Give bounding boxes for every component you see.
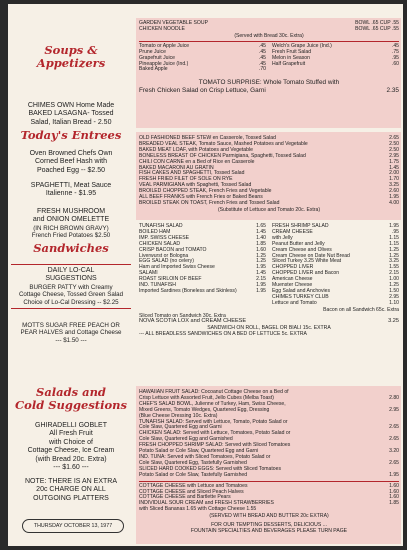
corned-beef-block: Oven Browned Chefs Own Corned Beef Hash with Poached Egg -- $2.50 (29, 150, 113, 174)
outgoing-note: NOTE: THERE IS AN EXTRA 20c CHARGE ON ALL OUTGOING PLATTERS (24, 478, 118, 502)
entrees-heading: Today's Entrees (20, 128, 122, 142)
list-item: CHILI CON CARNE en a Bed of Rice en Casserole 1.75 (139, 158, 399, 165)
list-item: IND. TUNA: Served with Sliced Tomatoes, Potato Salad or (139, 453, 271, 460)
list-item: American Cheese 1.00 (272, 276, 399, 283)
list-item: CREAM CHEESE .95 (272, 228, 399, 235)
list-item: CHOPPED LIVER and Bacon 2.15 (272, 270, 399, 277)
spaghetti-block: SPAGHETTI, Meat Sauce Italienne - $1.95 (30, 182, 112, 198)
list-item: Pineapple Juice (Ind.) .45 (139, 60, 266, 67)
list-item: Grapefruit Juice .45 (139, 54, 266, 61)
divider (139, 481, 399, 482)
list-item: Half Grapefruit .60 (272, 60, 399, 67)
list-item: BREADED VEAL STEAK, Tomato Sauce, Mashed Potatoes and Vegetable 2.50 (139, 140, 399, 147)
list-item: EGG SALAD (no celery) 1.25 (139, 258, 266, 265)
list-item: Sliced Turkey 3.25 White Meat 3.25 (272, 258, 399, 265)
list-item: ALL BEEF FRANKS with French Fries or Baked Beans 1.95 (139, 194, 399, 201)
list-item: BAKED MACARONI AU GRATIN 1.45 (139, 164, 399, 171)
list-item: CHICKEN SALAD: Served with Lettuce, Tomatoes, Potato Salad or (139, 430, 291, 437)
locale-block: DAILY LO-CAL SUGGESTIONS BURGER PATTY with Creamy Cottage Cheese, Tossed Green Salad Choice of Lo-Cal Dressing -- $2.25 (11, 262, 131, 311)
list-item: with Jelly 1.15 (272, 234, 399, 241)
list-item: TUNAFISH SALAD: Served with Lettuce, Tomato, Potato Salad or (139, 418, 288, 425)
list-item: Baked Apple .70 (139, 66, 266, 73)
sandwiches-heading: Sandwiches (33, 241, 109, 255)
list-item: Liverwurst or Bologna 1.25 (139, 252, 266, 259)
list-item: IMP. SWISS CHEESE 1.40 (139, 234, 266, 241)
salads-section: HAWAIIAN FRUIT SALAD: Cocoanut Cottage Cheese on a Bed of Crisp Lettuce with Assorted Fruit, Jello Cubes (Melba Toast) 2.80 CHEF'S SALAD BOWL, Julienne of Turkey, Ham, Swiss Cheese, Mixed Greens, Tomato Wedges, Quartered Egg, Dressing 2.95 (Blue Cheese Dressing 10c. Extra) TUNAFISH SALAD: Served with Lettuce, Tomato, Potato Salad or Cole Slaw, Quartered Egg and Garni 2.65 CHICKEN SALAD: Served with Lettuce, Tomatoes, Potato Salad or Cole Slaw, Quartered Egg and Garnished 2.65 FRESH CHOPPED SHRIMP SALAD: Served with Sliced Tomatoes Potato Salad or Cole Slaw, Quartered Egg and Garni 3.20 IND. TUNA: Served with Sliced Tomatoes, Potato Salad or Cole Slaw, Quartered Egg, Tastefully Garnished 2.65 SLICED HARD COOKED EGGS: Served with Sliced Tomatoes Potato Salad or Cole Slaw, Tastefully Garnished 1.95 COTTAGE CHEESE with Lettuce and Tomatoes 1.60 COTTAGE CHEESE and Sliced Peach Halves 1.60 COTTAGE CHEESE and Bartlette Pears 1.60 INDIVIDUAL SOUR CREAM and FRESH STRAWBERRIES 1.85 with Sliced Bananas 1.65 with Cottage Cheese 1.55 (SERVED WITH BREAD AND BUTTER 20c EXTRA) FOR OUR TEMPTING DESSERTS, DELICIOUS ... FOUNTAIN SPECIALTIES AND BEVERAGES PLEASE TURN PAGE (139, 389, 399, 535)
list-item: FISH CAKES AND SPAGHETTI, Tossed Salad 2.00 (139, 170, 399, 177)
list-item: Cole Slaw, Quartered Egg and Garni 2.65 (139, 424, 399, 431)
list-item: CHOPPED LIVER 1.55 (272, 264, 399, 271)
list-item: INDIVIDUAL SOUR CREAM and FRESH STRAWBERRIES 1.85 (139, 500, 399, 507)
list-item: Ham and Imported Swiss Cheese 1.95 (139, 264, 266, 271)
list-item: COTTAGE CHEESE and Bartlette Pears 1.60 (139, 494, 399, 501)
list-item: HAWAIIAN FRUIT SALAD: Cocoanut Cottage Cheese on a Bed of (139, 389, 289, 395)
list-item: NOVA SCOTIA LOX and CREAM CHEESE 3.25 (139, 317, 399, 324)
list-item: SLICED HARD COOKED EGGS: Served with Sliced Tomatoes (139, 465, 282, 472)
list-item: GARDEN VEGETABLE SOUP BOWL .65 CUP .55 (139, 20, 399, 26)
list-item: Imported Sardines (Boneless and Skinless) 1.95 (139, 287, 266, 294)
divider (11, 264, 131, 265)
list-item: FRESH FRIED FILET OF SOLE ON RYE 1.70 (139, 176, 399, 183)
list-item: CHIMES TURKEY CLUB 2.95 (272, 293, 399, 300)
list-item: IND. TUNAFISH 1.95 (139, 282, 266, 289)
list-item: FRESH CHOPPED SHRIMP SALAD: Served with Sliced Tomatoes (139, 442, 291, 449)
goblet-block: GHIRADELLI GOBLET All Fresh Fruit with Choice of Cottage Cheese, Ice Cream (with Bread 20c. Extra) --- $1.60 --- (27, 422, 115, 472)
left-column (8, 4, 133, 546)
lasagna-block: CHIMES OWN Home Made BAKED LASAGNA- Tossed Salad, Italian Bread - 2.50 (27, 102, 115, 126)
list-item: Potato Salad or Cole Slaw, Quartered Egg and Garni 3.20 (139, 448, 399, 455)
list-item: Melon in Season .95 (272, 54, 399, 61)
list-item: Cream Cheese and Olives 1.25 (272, 246, 399, 253)
list-item: (Blue Cheese Dressing 10c. Extra) (139, 412, 218, 419)
divider (11, 308, 131, 309)
menu-page (8, 4, 403, 546)
list-item: Egg Salad and Anchovies 1.50 (272, 287, 399, 294)
list-item: BROILED CHOPPED STEAK, French Fries and Vegetable 2.60 (139, 188, 399, 195)
juices-list (139, 44, 399, 74)
sandwiches-section: TUNAFISH SALAD 1.65 BOILED HAM 1.45 IMP. SWISS CHEESE 1.40 CHICKEN SALAD 1.85 CRISP BACON and TOMATO 1.60 Liverwurst or Bologna 1.25 EGG SALAD (no celery) 1.25 Ham and Imported Swiss Cheese 1.95 SALAMI 1.45 ROAST SIRLOIN OF BEEF 2.15 IND. TUNAFISH 1.95 Imported Sardines (Boneless and Skinless) 1.95 FRESH SHRIMP SALAD 1.95 CREAM CHEESE .95 with Jelly 1.15 Peanut Butter and Jelly 1.15 Cream Cheese and Olives 1.25 Cream Cheese on Date Nut Bread 1.25 Sliced Turkey 3.25 White Meat 3.25 CHOPPED LIVER 1.55 CHOPPED LIVER and Bacon 2.15 American Cheese 1.00 Muenster Cheese 1.25 Egg Salad and Anchovies 1.50 CHIMES TURKEY CLUB 2.95 Lettuce and Tomato 1.10 Bacon on all Sandwich 65c. Extra Sliced Tomato on Sandwich 30c. Extra NOVA SCOTIA LOX and CREAM CHEESE 3.25 SANDWICH ON ROLL, BAGEL OR BIALI 15c. EXTRA --- ALL BREADLESS SANDWICHES ON A BED OF LETTUCE 5c. EXTRA (139, 223, 399, 337)
list-item: SALAMI 1.45 (139, 270, 266, 277)
list-item: FRESH SHRIMP SALAD 1.95 (272, 223, 399, 229)
entrees-section: OLD FASHIONED BEEF STEW en Casserole, Tossed Salad 2.65 BREADED VEAL STEAK, Tomato Sauce, Mashed Potatoes and Vegetable 2.50 BAKED MEAT LOAF, with Potatoes and Vegetable 2.50 BONELESS BREAST OF CHICKEN Parmigiana, Spaghetti, Tossed Salad 2.95 CHILI CON CARNE en a Bed of Rice en Casserole 1.75 BAKED MACARONI AU GRATIN 1.45 FISH CAKES AND SPAGHETTI, Tossed Salad 2.00 FRESH FRIED FILET OF SOLE ON RYE 1.70 VEAL PARMIGIANA with Spaghetti, Tossed Salad 3.25 BROILED CHOPPED STEAK, French Fries and Vegetable 2.60 ALL BEEF FRANKS with French Fries or Baked Beans 1.95 BROILED STEAK ON TOAST, French Fries and Tossed Salad 4.00 (Substitute of Lettuce and Tomato 20c. Extra) (139, 135, 399, 213)
list-item: Lettuce and Tomato 1.10 (272, 299, 399, 306)
list-item: CHEF'S SALAD BOWL, Julienne of Turkey, Ham, Swiss Cheese, (139, 400, 286, 407)
list-item: Cole Slaw, Quartered Egg and Garnished 2.65 (139, 436, 399, 443)
list-item: COTTAGE CHEESE with Lettuce and Tomatoes 1.60 (139, 482, 399, 489)
peach-block: MOTTS SUGAR FREE PEACH OR PEAR HALVES and Cottage Cheese --- $1.50 --- (20, 322, 122, 344)
right-column (136, 4, 401, 546)
list-item: Fresh Chicken Salad on Crisp Lettuce, Garni 2.35 (139, 86, 399, 94)
soups-section: GARDEN VEGETABLE SOUP BOWL .65 CUP .55 CHICKEN NOODLE BOWL .65 CUP .55 (Served with Bread 30c. Extra) Tomato or Apple Juice .45 Prune Juice .45 Grapefruit Juice .45 Pineapple Juice (Ind.) .45 Baked Apple .70 Welch's Grape Juice (Ind.) .45 Fresh Fruit Salad .75 Melon in Season .95 Half Grapefruit .60 TOMATO SURPRISE: Whole Tomato Stuffed with Fresh Chicken Salad on Crisp Lettuce, Garni 2.35 (139, 20, 399, 94)
list-item: CHICKEN SALAD 1.85 (139, 240, 266, 247)
list-item: Cream Cheese on Date Nut Bread 1.25 (272, 252, 399, 259)
list-item: CRISP BACON and TOMATO 1.60 (139, 246, 266, 253)
list-item: Peanut Butter and Jelly 1.15 (272, 240, 399, 247)
list-item: Welch's Grape Juice (Ind.) .45 (272, 42, 399, 49)
list-item: Fresh Fruit Salad .75 (272, 48, 399, 55)
list-item: Mixed Greens, Tomato Wedges, Quartered Egg, Dressing 2.95 (139, 406, 399, 413)
list-item: TUNAFISH SALAD 1.65 (139, 223, 266, 229)
list-item: with Sliced Bananas 1.65 with Cottage Cheese 1.55 (139, 506, 257, 513)
list-item: CHICKEN NOODLE BOWL .65 CUP .55 (139, 25, 399, 32)
date-badge: THURSDAY OCTOBER 13, 1977 (22, 519, 124, 533)
list-item: COTTAGE CHEESE and Sliced Peach Halves 1.60 (139, 488, 399, 495)
list-item: VEAL PARMIGIANA with Spaghetti, Tossed Salad 3.25 (139, 182, 399, 189)
omelette-block: FRESH MUSHROOM and ONION OMELETTE (IN RICH BROWN GRAVY) French Fried Potatoes $2.50 (31, 208, 111, 240)
list-item: Muenster Cheese 1.25 (272, 282, 399, 289)
salads-heading: Salads and Cold Suggestions (15, 385, 127, 412)
list-item: OLD FASHIONED BEEF STEW en Casserole, Tossed Salad 2.65 (139, 135, 399, 141)
list-item: Potato Salad or Cole Slaw, Tastefully Garnished 1.95 (139, 471, 399, 478)
list-item: BAKED MEAT LOAF, with Potatoes and Vegetable 2.50 (139, 146, 399, 153)
list-item: Crisp Lettuce with Assorted Fruit, Jello Cubes (Melba Toast) 2.80 (139, 394, 399, 401)
list-item: BONELESS BREAST OF CHICKEN Parmigiana, Spaghetti, Tossed Salad 2.95 (139, 152, 399, 159)
list-item: Cole Slaw, Quartered Egg, Tastefully Garnished 2.65 (139, 459, 399, 466)
list-item: ROAST SIRLOIN OF BEEF 2.15 (139, 276, 266, 283)
list-item: Prune Juice .45 (139, 48, 266, 55)
soups-heading: Soups & Appetizers (36, 43, 106, 70)
list-item: BOILED HAM 1.45 (139, 228, 266, 235)
divider (139, 41, 399, 42)
list-item: BROILED STEAK ON TOAST, French Fries and Tossed Salad 4.00 (139, 199, 399, 206)
list-item: Tomato or Apple Juice .45 (139, 42, 266, 49)
